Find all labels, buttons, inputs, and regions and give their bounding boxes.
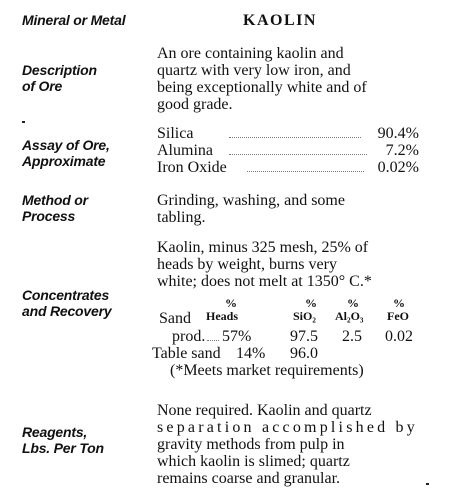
leader-dots — [247, 171, 364, 172]
col-header: Al₂O₃ — [335, 309, 364, 323]
method-text: Grinding, washing, and some tabling. — [157, 192, 345, 226]
mineral-or-metal-label: Mineral or Metal — [22, 12, 126, 28]
margin-mark — [426, 483, 429, 485]
reagents-text: None required. Kaolin and quartz separation accomplished by gravity methods from pulp in which kaolin is slimed; quartz remains coarse and granular. — [157, 402, 418, 487]
concentrates-label: Concentrates and Recovery — [22, 287, 112, 319]
assay-table — [157, 125, 419, 176]
leader-dots — [229, 154, 367, 155]
description-text: An ore containing kaolin and quartz with very low iron, and being exceptionally white and of good grade. — [157, 45, 367, 113]
assay-row: Iron Oxide 0.02% — [157, 159, 419, 176]
margin-mark — [22, 121, 25, 123]
row-label: Sand — [159, 310, 191, 327]
row-label: prod. — [172, 328, 206, 345]
col-header: Heads — [206, 309, 239, 323]
row-label: Table sand — [152, 345, 221, 362]
col-header: FeO — [387, 309, 409, 323]
leader-dots — [229, 137, 361, 138]
page-title: KAOLIN — [243, 12, 317, 29]
table-footnote: (*Meets market requirements) — [170, 362, 364, 379]
assay-row: Alumina 7.2% — [157, 142, 419, 159]
reagents-label: Reagents, Lbs. Per Ton — [22, 424, 104, 456]
description-label: Description of Ore — [22, 62, 97, 94]
method-label: Method or Process — [22, 192, 88, 224]
assay-row: Silica 90.4% — [157, 125, 419, 142]
col-header: SiO₂ — [293, 309, 316, 323]
assay-label: Assay of Ore, Approximate — [22, 137, 110, 169]
leader-dots — [207, 340, 219, 341]
concentrates-text: Kaolin, minus 325 mesh, 25% of heads by weight, burns very white; does not melt at 1350° C.* — [157, 239, 372, 290]
